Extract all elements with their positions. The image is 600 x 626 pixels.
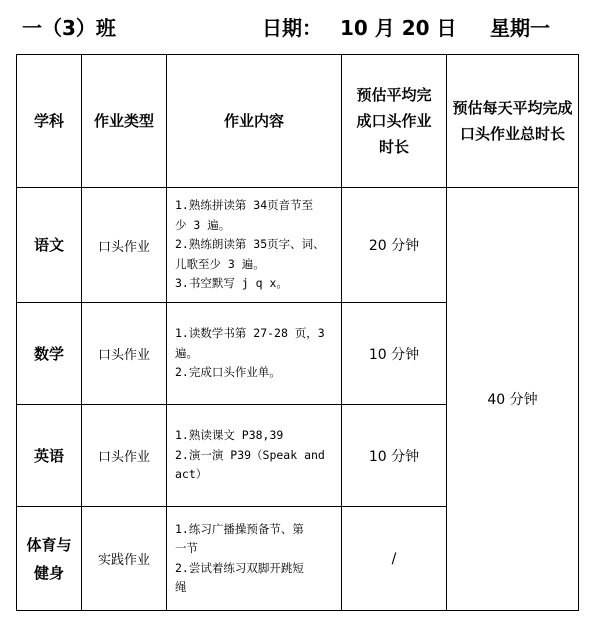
header-content: 作业内容 bbox=[167, 55, 342, 188]
subject-text: 英语 bbox=[33, 446, 64, 465]
header-daily-total bbox=[447, 55, 579, 188]
content-line: 一节 bbox=[175, 541, 198, 555]
header-avg-time-line: 成口头作业 bbox=[356, 112, 432, 130]
type-cell: 口头作业 bbox=[82, 303, 167, 405]
content-line: 少 3 遍。 bbox=[175, 217, 231, 232]
content-line: 2.完成口头作业单。 bbox=[175, 365, 281, 380]
subject-cell bbox=[17, 303, 82, 405]
duration-cell: 10 分钟 bbox=[342, 303, 447, 405]
subject-text: 体育与 bbox=[26, 535, 72, 554]
content-line: act） bbox=[175, 467, 208, 482]
page-header bbox=[0, 0, 600, 50]
table-header-row bbox=[17, 55, 579, 188]
content-line: 2.熟练朗读第 35页字、词、 bbox=[175, 237, 325, 252]
subject-cell bbox=[17, 405, 82, 507]
type-cell: 口头作业 bbox=[82, 405, 167, 507]
header-avg-time bbox=[342, 55, 447, 188]
content-cell bbox=[167, 507, 342, 611]
content-cell bbox=[167, 303, 342, 405]
class-name: 一（3）班 bbox=[22, 16, 116, 40]
header-avg-time-line: 时长 bbox=[378, 138, 409, 156]
content-line: 1.熟练拼读第 34页音节至 bbox=[175, 198, 314, 213]
content-line: 绳 bbox=[175, 580, 187, 594]
weekday: 星期一 bbox=[490, 16, 550, 40]
duration-cell: / bbox=[342, 507, 447, 611]
content-line: 1.熟读课文 P38,39 bbox=[175, 428, 284, 443]
homework-table bbox=[16, 54, 579, 611]
header-avg-time-line: 预估平均完 bbox=[356, 86, 432, 104]
content-line: 儿歌至少 3 遍。 bbox=[175, 256, 265, 271]
duration-cell: 10 分钟 bbox=[342, 405, 447, 507]
content-line: 3.书空默写 j q x。 bbox=[175, 276, 288, 291]
header-subject: 学科 bbox=[17, 55, 82, 188]
subject-cell bbox=[17, 507, 82, 611]
subject-text: 数学 bbox=[33, 344, 64, 363]
type-cell: 口头作业 bbox=[82, 188, 167, 303]
header-daily-total-line: 预估每天平均完成 bbox=[452, 99, 573, 117]
header-daily-total-line: 口头作业总时长 bbox=[459, 125, 565, 143]
content-line: 遍。 bbox=[175, 345, 198, 360]
date-value: 10 月 20 日 bbox=[340, 16, 457, 40]
type-cell: 实践作业 bbox=[82, 507, 167, 611]
content-line: 2.演一演 P39（Speak and bbox=[175, 447, 325, 462]
date-label: 日期： bbox=[262, 16, 322, 40]
content-cell bbox=[167, 405, 342, 507]
daily-total-cell: 40 分钟 bbox=[447, 188, 579, 611]
subject-cell bbox=[17, 188, 82, 303]
table-row bbox=[17, 188, 579, 303]
subject-text: 健身 bbox=[33, 563, 64, 582]
content-line: 1.读数学书第 27-28 页，3 bbox=[175, 326, 325, 341]
header-type: 作业类型 bbox=[82, 55, 167, 188]
content-line: 1.练习广播操预备节、第 bbox=[175, 521, 304, 536]
subject-text: 语文 bbox=[33, 236, 64, 254]
content-cell bbox=[167, 188, 342, 303]
duration-cell: 20 分钟 bbox=[342, 188, 447, 303]
content-line: 2.尝试着练习双脚开跳短 bbox=[175, 560, 304, 575]
